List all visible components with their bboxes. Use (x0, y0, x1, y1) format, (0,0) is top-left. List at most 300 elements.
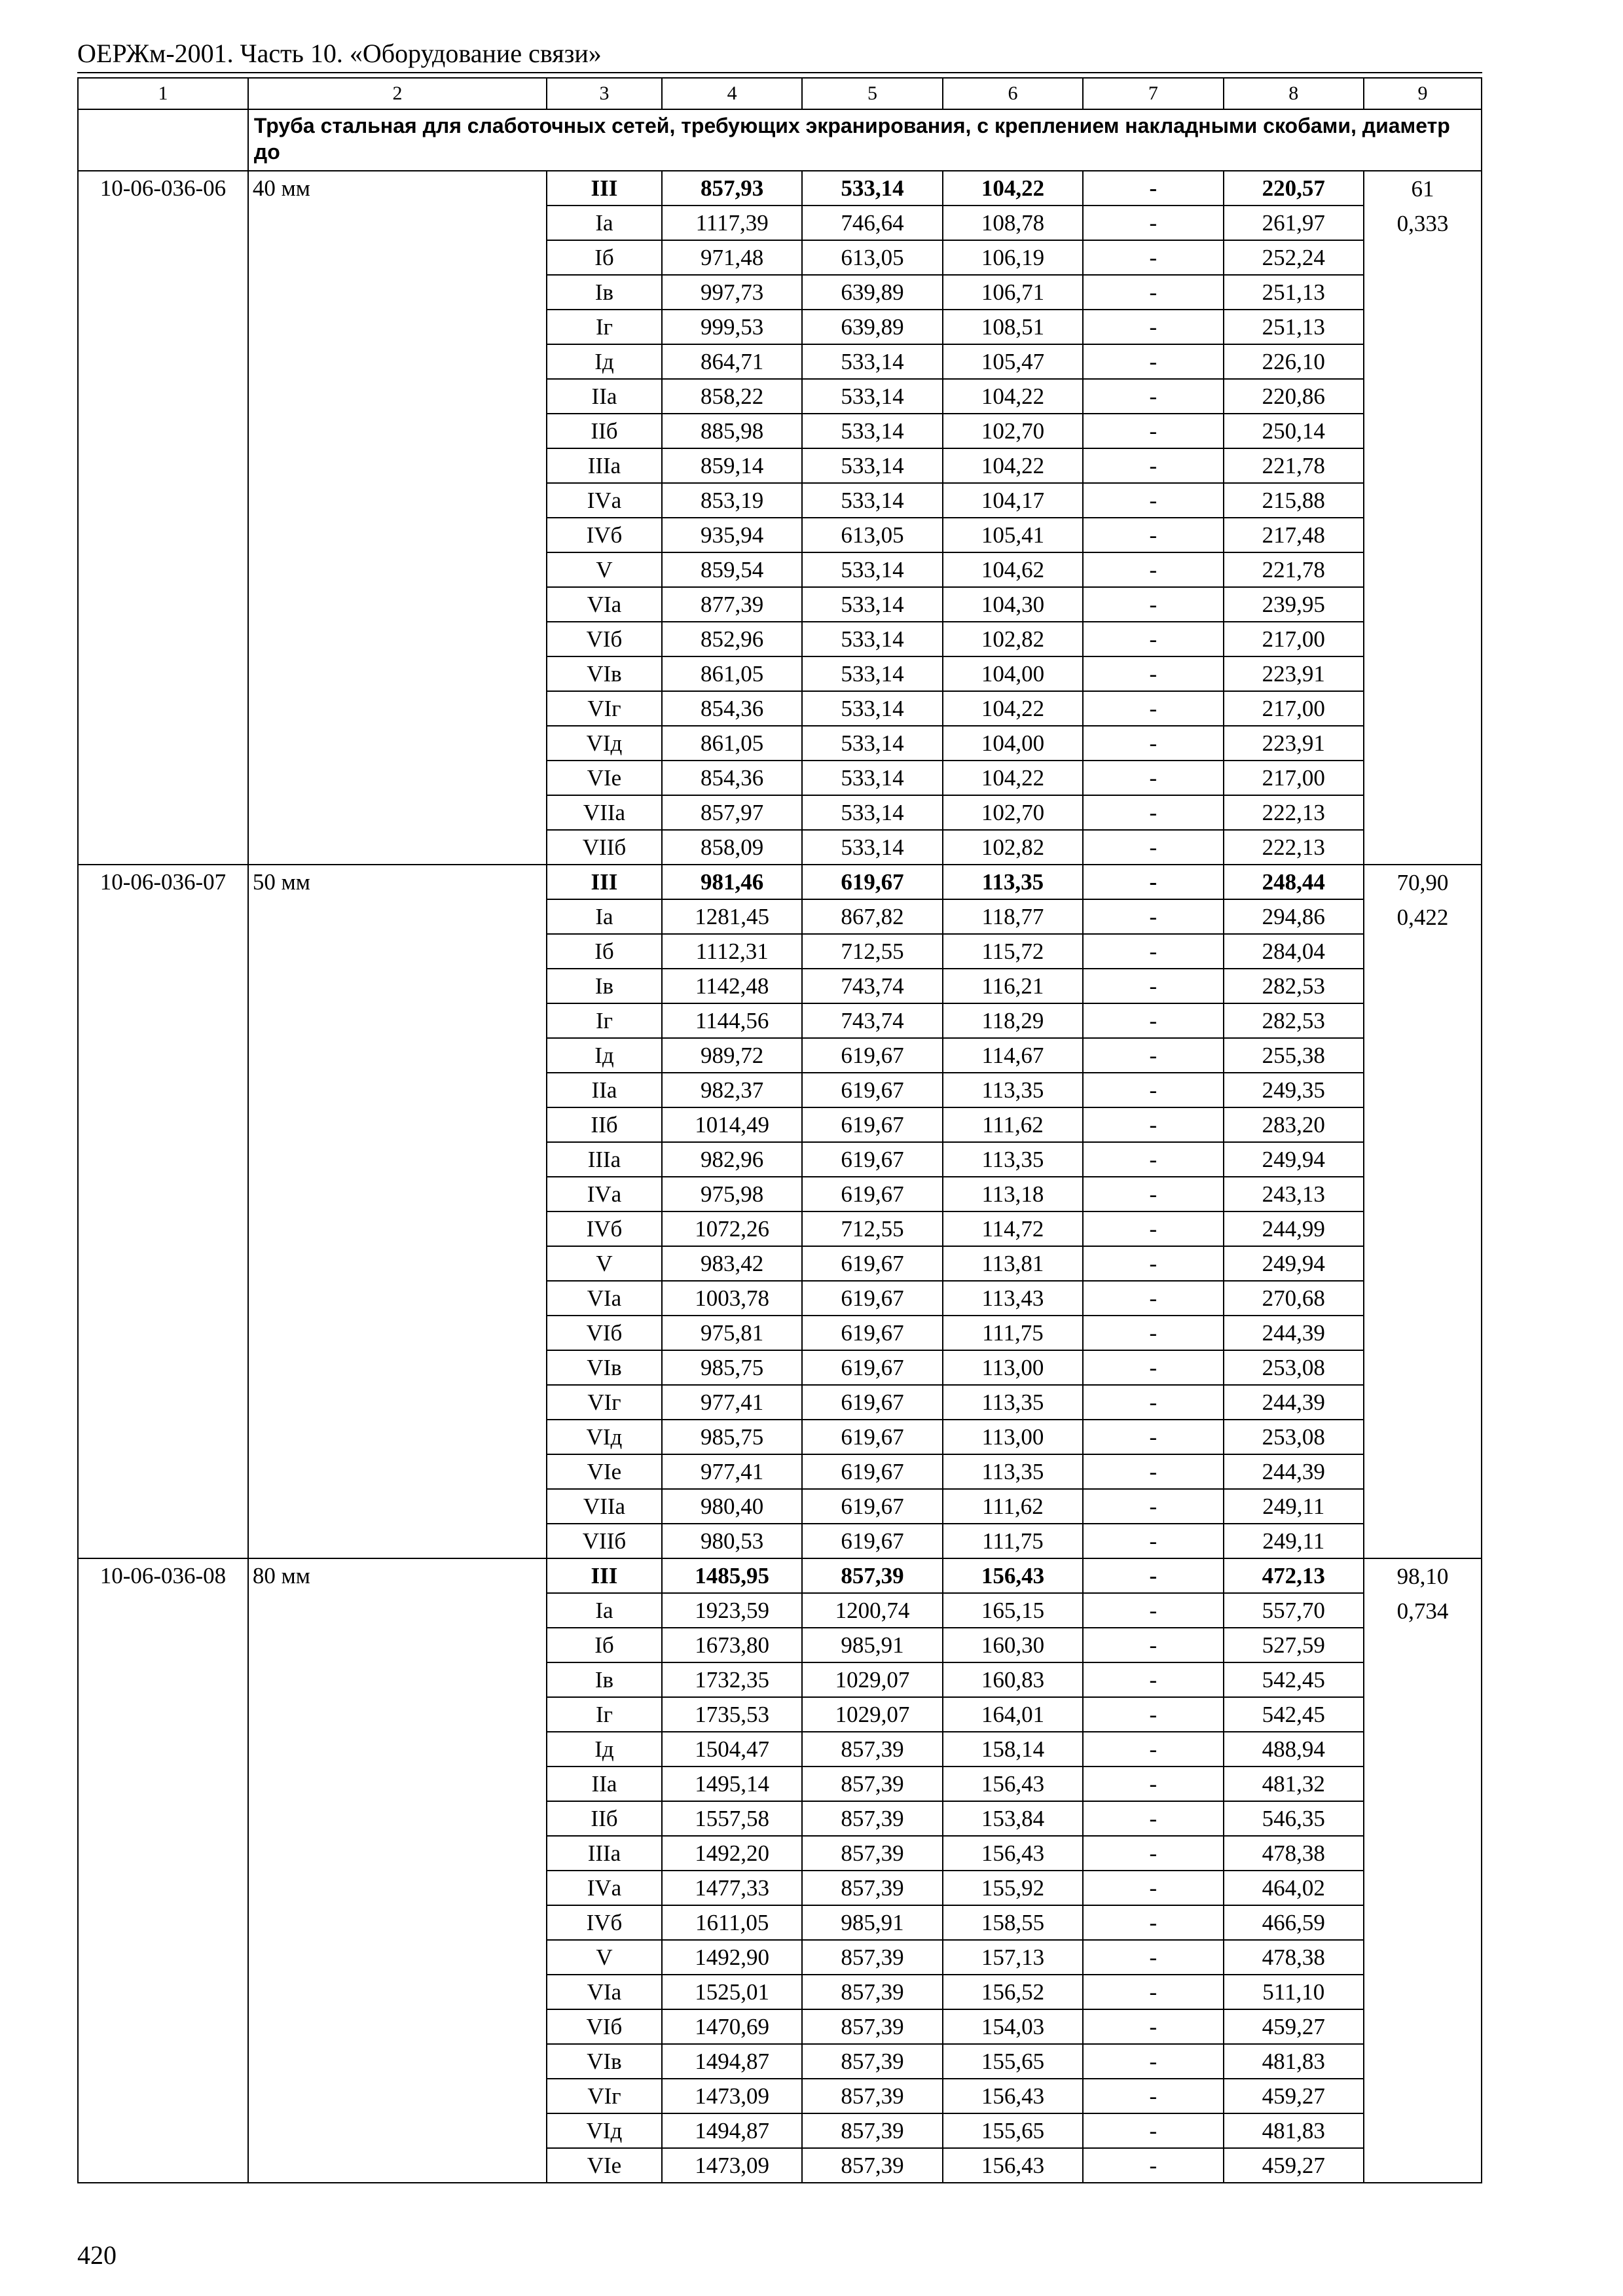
table-cell: 619,67 (802, 1038, 942, 1073)
table-cell: 113,35 (943, 865, 1083, 899)
table-cell: - (1083, 2148, 1223, 2183)
table-cell: 619,67 (802, 1454, 942, 1489)
table-cell: 511,10 (1224, 1975, 1364, 2009)
table-cell: 284,04 (1224, 934, 1364, 969)
table-cell: - (1083, 1524, 1223, 1558)
table-cell: 1477,33 (662, 1871, 802, 1905)
table-cell: 113,81 (943, 1246, 1083, 1281)
table-cell: 533,14 (802, 379, 942, 414)
zone-code: VIе (547, 761, 662, 795)
table-cell: 619,67 (802, 865, 942, 899)
table-cell: 282,53 (1224, 1003, 1364, 1038)
section-title-row (78, 109, 1482, 171)
table-cell: 156,43 (943, 1836, 1083, 1871)
zone-code: Iа (547, 206, 662, 240)
table-cell: 1029,07 (802, 1697, 942, 1732)
table-cell: 1473,09 (662, 2079, 802, 2113)
table-cell: 533,14 (802, 761, 942, 795)
table-cell: 975,81 (662, 1316, 802, 1350)
table-cell: 164,01 (943, 1697, 1083, 1732)
table-cell: 527,59 (1224, 1628, 1364, 1662)
table-cell: 1142,48 (662, 969, 802, 1003)
zone-code: V (547, 552, 662, 587)
table-cell: 249,11 (1224, 1524, 1364, 1558)
table-cell: 115,72 (943, 934, 1083, 969)
table-cell: 113,35 (943, 1454, 1083, 1489)
table-cell: 533,14 (802, 448, 942, 483)
table-cell: - (1083, 761, 1223, 795)
table-cell: - (1083, 1385, 1223, 1420)
table-cell: 283,20 (1224, 1107, 1364, 1142)
table-cell: 985,75 (662, 1420, 802, 1454)
table-cell: - (1083, 1975, 1223, 2009)
page-number: 420 (77, 2240, 117, 2270)
zone-code: IIIа (547, 1142, 662, 1177)
table-cell: - (1083, 483, 1223, 518)
table-cell: 472,13 (1224, 1558, 1364, 1593)
table-cell: 104,30 (943, 587, 1083, 622)
table-cell: 1735,53 (662, 1697, 802, 1732)
table-cell: 223,91 (1224, 656, 1364, 691)
table-cell: - (1083, 1454, 1223, 1489)
column-number: 9 (1364, 78, 1482, 109)
table-cell: 244,99 (1224, 1211, 1364, 1246)
zone-code: VIв (547, 2044, 662, 2079)
column-number: 7 (1083, 78, 1223, 109)
table-cell: 983,42 (662, 1246, 802, 1281)
table-cell: 997,73 (662, 275, 802, 310)
table-row (78, 865, 1482, 899)
table-cell: 113,00 (943, 1420, 1083, 1454)
table-cell: 1117,39 (662, 206, 802, 240)
table-cell: 294,86 (1224, 899, 1364, 934)
table-cell: 244,39 (1224, 1316, 1364, 1350)
table-cell: - (1083, 275, 1223, 310)
table-cell: 533,14 (802, 344, 942, 379)
table-cell: 1144,56 (662, 1003, 802, 1038)
table-cell: 481,32 (1224, 1767, 1364, 1801)
table-cell: 546,35 (1224, 1801, 1364, 1836)
table-cell: - (1083, 1767, 1223, 1801)
table-cell: - (1083, 1420, 1223, 1454)
table-cell: 999,53 (662, 310, 802, 344)
zone-code: Iв (547, 969, 662, 1003)
table-cell: 459,27 (1224, 2009, 1364, 2044)
table-cell: 221,78 (1224, 552, 1364, 587)
table-cell: 533,14 (802, 483, 942, 518)
table-cell: 743,74 (802, 1003, 942, 1038)
table-cell: 982,96 (662, 1142, 802, 1177)
zone-code: VIб (547, 2009, 662, 2044)
table-cell: 712,55 (802, 934, 942, 969)
table-cell: 1473,09 (662, 2148, 802, 2183)
labor-value: 0,333 (1396, 211, 1449, 236)
zone-code: VIа (547, 1975, 662, 2009)
table-cell: 466,59 (1224, 1905, 1364, 1940)
table-cell: - (1083, 1073, 1223, 1107)
table-cell: 619,67 (802, 1350, 942, 1385)
zone-code: Iв (547, 1662, 662, 1697)
table-cell: 251,13 (1224, 275, 1364, 310)
table-cell: 542,45 (1224, 1697, 1364, 1732)
table-cell: - (1083, 2044, 1223, 2079)
table-cell: 985,91 (802, 1628, 942, 1662)
labor-value: 98,10 (1396, 1564, 1449, 1589)
table-cell: 158,14 (943, 1732, 1083, 1767)
table-cell: 533,14 (802, 587, 942, 622)
table-cell: 619,67 (802, 1177, 942, 1211)
table-cell: 857,39 (802, 1732, 942, 1767)
table-cell: 639,89 (802, 275, 942, 310)
zone-code: VIIб (547, 1524, 662, 1558)
table-cell: - (1083, 934, 1223, 969)
labor-value: 0,734 (1396, 1598, 1449, 1624)
zone-code: IIа (547, 1073, 662, 1107)
zone-code: III (547, 865, 662, 899)
rate-code: 10-06-036-08 (78, 1558, 248, 2183)
zone-code: Iб (547, 240, 662, 275)
table-cell: 985,91 (802, 1905, 942, 1940)
table-cell: 251,13 (1224, 310, 1364, 344)
zone-code: Iб (547, 1628, 662, 1662)
table-cell: - (1083, 2009, 1223, 2044)
table-cell: - (1083, 622, 1223, 656)
table-cell: 221,78 (1224, 448, 1364, 483)
table-cell: 481,83 (1224, 2044, 1364, 2079)
table-cell: 261,97 (1224, 206, 1364, 240)
table-cell: 106,19 (943, 240, 1083, 275)
zone-code: IIIа (547, 448, 662, 483)
table-cell: 156,52 (943, 1975, 1083, 2009)
table-cell: 981,46 (662, 865, 802, 899)
table-cell: - (1083, 1350, 1223, 1385)
table-cell: 157,13 (943, 1940, 1083, 1975)
zone-code: VIг (547, 2079, 662, 2113)
table-cell: 165,15 (943, 1593, 1083, 1628)
table-cell: 619,67 (802, 1420, 942, 1454)
header-rule (77, 72, 1482, 73)
table-cell: 533,14 (802, 795, 942, 830)
table-cell: 533,14 (802, 552, 942, 587)
table-cell: 108,78 (943, 206, 1083, 240)
column-number-row (78, 78, 1482, 109)
table-cell: - (1083, 587, 1223, 622)
zone-code: VIб (547, 1316, 662, 1350)
table-cell: 1485,95 (662, 1558, 802, 1593)
table-cell: 1003,78 (662, 1281, 802, 1316)
table-cell: 249,35 (1224, 1073, 1364, 1107)
table-cell: - (1083, 1177, 1223, 1211)
table-cell: 481,83 (1224, 2113, 1364, 2148)
zone-code: VIа (547, 587, 662, 622)
zone-code: VIе (547, 2148, 662, 2183)
table-cell: 1525,01 (662, 1975, 802, 2009)
table-cell: 243,13 (1224, 1177, 1364, 1211)
table-cell: 106,71 (943, 275, 1083, 310)
table-cell: 857,39 (802, 1975, 942, 2009)
zone-code: III (547, 171, 662, 206)
table-cell: 114,67 (943, 1038, 1083, 1073)
column-number: 3 (547, 78, 662, 109)
zone-code: Iв (547, 275, 662, 310)
table-cell: - (1083, 379, 1223, 414)
table-cell: - (1083, 518, 1223, 552)
table-cell: 223,91 (1224, 726, 1364, 761)
table-cell: 935,94 (662, 518, 802, 552)
zone-code: VIа (547, 1281, 662, 1316)
table-cell: - (1083, 1142, 1223, 1177)
table-cell: - (1083, 1558, 1223, 1593)
table-cell: 104,22 (943, 379, 1083, 414)
table-cell: - (1083, 691, 1223, 726)
table-cell: 113,35 (943, 1385, 1083, 1420)
table-cell: 743,74 (802, 969, 942, 1003)
table-cell: 861,05 (662, 726, 802, 761)
table-cell: 989,72 (662, 1038, 802, 1073)
table-cell: 853,19 (662, 483, 802, 518)
column-number: 6 (943, 78, 1083, 109)
table-cell: 108,51 (943, 310, 1083, 344)
table-cell: - (1083, 899, 1223, 934)
table-cell: 239,95 (1224, 587, 1364, 622)
zone-code: Iа (547, 1593, 662, 1628)
table-cell: 1494,87 (662, 2044, 802, 2079)
table-cell: 857,39 (802, 2044, 942, 2079)
table-cell: 249,94 (1224, 1142, 1364, 1177)
table-cell: 104,22 (943, 448, 1083, 483)
table-cell: 533,14 (802, 622, 942, 656)
pipe-diameter: 80 мм (248, 1558, 547, 2183)
table-cell: 861,05 (662, 656, 802, 691)
column-number: 4 (662, 78, 802, 109)
table-cell: 857,93 (662, 171, 802, 206)
table-cell: 885,98 (662, 414, 802, 448)
table-cell: 222,13 (1224, 830, 1364, 865)
table-row (78, 1558, 1482, 1593)
labor-value: 70,90 (1396, 870, 1449, 895)
table-cell: 1470,69 (662, 2009, 802, 2044)
table-cell: 244,39 (1224, 1454, 1364, 1489)
table-cell: 985,75 (662, 1350, 802, 1385)
table-cell: 854,36 (662, 761, 802, 795)
table-cell: 244,39 (1224, 1385, 1364, 1420)
table-cell: 253,08 (1224, 1420, 1364, 1454)
table-cell: 158,55 (943, 1905, 1083, 1940)
table-cell: - (1083, 1732, 1223, 1767)
table-cell: 1673,80 (662, 1628, 802, 1662)
table-cell: 154,03 (943, 2009, 1083, 2044)
zone-code: IVб (547, 1905, 662, 1940)
table-cell: 113,35 (943, 1142, 1083, 1177)
column-number: 1 (78, 78, 248, 109)
table-cell: 104,17 (943, 483, 1083, 518)
table-cell: 252,24 (1224, 240, 1364, 275)
zone-code: VIг (547, 691, 662, 726)
table-cell: 102,70 (943, 414, 1083, 448)
zone-code: Iг (547, 1697, 662, 1732)
table-cell: 858,22 (662, 379, 802, 414)
table-cell: - (1083, 1593, 1223, 1628)
zone-code: Iд (547, 344, 662, 379)
table-cell: 1492,20 (662, 1836, 802, 1871)
table-cell: 116,21 (943, 969, 1083, 1003)
pipe-diameter: 50 мм (248, 865, 547, 1558)
table-cell: - (1083, 206, 1223, 240)
table-cell: - (1083, 1836, 1223, 1871)
table-cell: 859,14 (662, 448, 802, 483)
table-cell: 102,82 (943, 622, 1083, 656)
table-cell: 619,67 (802, 1281, 942, 1316)
column-number: 8 (1224, 78, 1364, 109)
table-cell: 104,00 (943, 656, 1083, 691)
zone-code: III (547, 1558, 662, 1593)
table-cell: 619,67 (802, 1246, 942, 1281)
table-cell: 1112,31 (662, 934, 802, 969)
table-row (78, 171, 1482, 206)
table-cell: - (1083, 1246, 1223, 1281)
zone-code: VIв (547, 656, 662, 691)
rate-code: 10-06-036-07 (78, 865, 248, 1558)
labor-value: 61 (1411, 176, 1434, 202)
table-cell: 533,14 (802, 656, 942, 691)
table-cell: - (1083, 1316, 1223, 1350)
table-cell: - (1083, 1871, 1223, 1905)
table-cell: 155,65 (943, 2113, 1083, 2148)
running-header: ОЕРЖм-2001. Часть 10. «Оборудование связи» (77, 39, 602, 68)
zone-code: VIд (547, 726, 662, 761)
table-cell: - (1083, 1801, 1223, 1836)
column-number: 2 (248, 78, 547, 109)
table-cell: 542,45 (1224, 1662, 1364, 1697)
table-cell: 113,43 (943, 1281, 1083, 1316)
table-cell: - (1083, 1662, 1223, 1697)
table-cell: 1611,05 (662, 1905, 802, 1940)
table-cell: 1072,26 (662, 1211, 802, 1246)
table-cell: - (1083, 1107, 1223, 1142)
table-cell: - (1083, 726, 1223, 761)
table-cell: 102,70 (943, 795, 1083, 830)
table-cell: 746,64 (802, 206, 942, 240)
table-cell: 1014,49 (662, 1107, 802, 1142)
table-cell: 156,43 (943, 1558, 1083, 1593)
table-cell: 222,13 (1224, 795, 1364, 830)
table-cell: 857,39 (802, 1836, 942, 1871)
labor-costs (1364, 1558, 1482, 2183)
table-cell: 155,65 (943, 2044, 1083, 2079)
table-cell: 104,22 (943, 761, 1083, 795)
table-cell: 619,67 (802, 1385, 942, 1420)
table-cell: 282,53 (1224, 969, 1364, 1003)
table-cell: 857,39 (802, 2113, 942, 2148)
labor-costs (1364, 171, 1482, 865)
table-cell: 619,67 (802, 1142, 942, 1177)
table-cell: 619,67 (802, 1107, 942, 1142)
table-cell: 153,84 (943, 1801, 1083, 1836)
table-cell: - (1083, 1905, 1223, 1940)
zone-code: IIб (547, 1801, 662, 1836)
zone-code: IIIа (547, 1836, 662, 1871)
table-cell: 104,00 (943, 726, 1083, 761)
table-cell: 867,82 (802, 899, 942, 934)
table-cell: 557,70 (1224, 1593, 1364, 1628)
table-cell: 971,48 (662, 240, 802, 275)
table-cell: 111,75 (943, 1524, 1083, 1558)
zone-code: VIв (547, 1350, 662, 1385)
table-cell: 857,39 (802, 1767, 942, 1801)
table-cell: 619,67 (802, 1073, 942, 1107)
table-cell: 858,09 (662, 830, 802, 865)
table-cell: 111,62 (943, 1107, 1083, 1142)
table-cell: 1557,58 (662, 1801, 802, 1836)
table-cell: 478,38 (1224, 1940, 1364, 1975)
zone-code: VIг (547, 1385, 662, 1420)
table-cell: 459,27 (1224, 2079, 1364, 2113)
table-cell: 619,67 (802, 1524, 942, 1558)
table-cell: - (1083, 1003, 1223, 1038)
table-cell: 111,75 (943, 1316, 1083, 1350)
table-cell: - (1083, 171, 1223, 206)
table-cell: - (1083, 1489, 1223, 1524)
table-cell: 464,02 (1224, 1871, 1364, 1905)
table-cell: 613,05 (802, 518, 942, 552)
zone-code: VIд (547, 2113, 662, 2148)
zone-code: V (547, 1940, 662, 1975)
table-cell: - (1083, 552, 1223, 587)
table-cell: 859,54 (662, 552, 802, 587)
table-cell: 270,68 (1224, 1281, 1364, 1316)
zone-code: Iа (547, 899, 662, 934)
table-cell: 113,35 (943, 1073, 1083, 1107)
table-cell: 113,18 (943, 1177, 1083, 1211)
zone-code: V (547, 1246, 662, 1281)
table-cell: 160,83 (943, 1662, 1083, 1697)
table-cell: - (1083, 795, 1223, 830)
table-cell: 975,98 (662, 1177, 802, 1211)
table-cell: 857,39 (802, 2009, 942, 2044)
zone-code: Iд (547, 1038, 662, 1073)
table-cell: 857,97 (662, 795, 802, 830)
table-cell: 1200,74 (802, 1593, 942, 1628)
table-cell: - (1083, 344, 1223, 379)
table-cell: 118,29 (943, 1003, 1083, 1038)
table-cell: 217,00 (1224, 691, 1364, 726)
zone-code: IVа (547, 1177, 662, 1211)
table-cell: - (1083, 310, 1223, 344)
table-cell: 533,14 (802, 726, 942, 761)
table-cell: - (1083, 1940, 1223, 1975)
table-cell: 156,43 (943, 1767, 1083, 1801)
table-cell: 226,10 (1224, 344, 1364, 379)
table-cell: 459,27 (1224, 2148, 1364, 2183)
table-cell: 249,11 (1224, 1489, 1364, 1524)
table-cell: 857,39 (802, 1871, 942, 1905)
table-cell: 619,67 (802, 1316, 942, 1350)
table-cell: - (1083, 448, 1223, 483)
table-cell: 255,38 (1224, 1038, 1364, 1073)
table-cell: 156,43 (943, 2079, 1083, 2113)
zone-code: IIа (547, 1767, 662, 1801)
zone-code: Iд (547, 1732, 662, 1767)
table-cell: 220,57 (1224, 171, 1364, 206)
table-cell: 253,08 (1224, 1350, 1364, 1385)
table-cell: 1281,45 (662, 899, 802, 934)
table-cell: 977,41 (662, 1385, 802, 1420)
table-cell: 114,72 (943, 1211, 1083, 1246)
table-cell: 857,39 (802, 1558, 942, 1593)
table-cell: 217,00 (1224, 761, 1364, 795)
table-cell: 854,36 (662, 691, 802, 726)
table-cell: 982,37 (662, 1073, 802, 1107)
